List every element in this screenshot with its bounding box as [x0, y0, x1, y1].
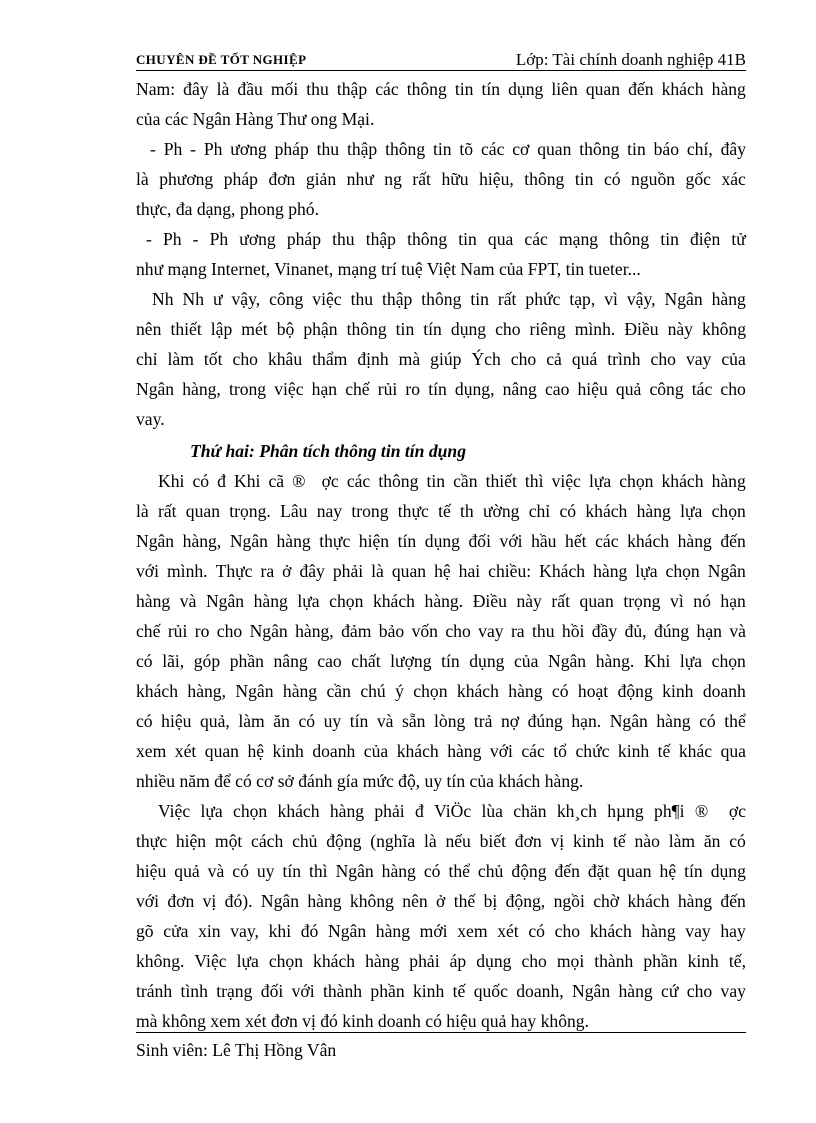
text-line: Việc lựa chọn khách hàng phải đ ViÖc lùa chän kh¸ch hµng ph¶i ® ợc	[158, 801, 746, 821]
text-line: Khi có đ Khi cã ® ợc các thông tin cần thiết thì việc lựa chọn khách hàng	[158, 471, 746, 491]
header-title: CHUYÊN ĐỀ TỐT NGHIỆP	[136, 52, 307, 67]
text-line: có lãi, góp phần nâng cao chất lượng tín dụng của Ngân hàng. Khi lựa chọn	[136, 651, 746, 671]
text-line: là rất quan trọng. Lâu nay trong thực tế th ường chỉ có khách hàng lựa chọn	[136, 501, 746, 521]
text-line: hàng và Ngân hàng lựa chọn khách hàng. Điều này rất quan trọng vì nó hạn	[136, 591, 746, 611]
text-line: chế rủi ro cho Ngân hàng, đảm bảo vốn cho vay ra thu hồi đầy đủ, đúng hạn và	[136, 621, 746, 641]
text-line: gõ cửa xin vay, khi đó Ngân hàng mới xem xét có cho khách hàng vay hay	[136, 921, 746, 941]
header-class: Lớp: Tài chính doanh nghiệp 41B	[515, 50, 746, 69]
text-line: tránh tình trạng đối với thành phần kinh tế quốc doanh, Ngân hàng cứ cho vay	[136, 981, 746, 1001]
text-line: là phương pháp đơn giản như ng rất hữu hiệu, thông tin có nguồn gốc xác	[136, 169, 746, 189]
text-line: chỉ làm tốt cho khâu thẩm định mà giúp Ých cho cả quá trình cho vay của	[136, 349, 746, 369]
text-line: khách hàng, Ngân hàng cần chú ý chọn khách hàng có hoạt động kinh doanh	[136, 681, 746, 701]
text-line: Nam: đây là đầu mối thu thập các thông tin tín dụng liên quan đến khách hàng	[136, 79, 746, 99]
text-line: - Ph - Ph ương pháp thu thập thông tin tõ các cơ quan thông tin báo chí, đây	[150, 139, 746, 159]
text-line: Nh Nh ư vậy, công việc thu thập thông tin rất phức tạp, vì vậy, Ngân hàng	[152, 289, 746, 309]
page-header	[136, 50, 746, 71]
footer-student: Sinh viên: Lê Thị Hồng Vân	[136, 1040, 337, 1060]
text-line: thực, đa dạng, phong phó.	[136, 199, 319, 219]
text-line: với đơn vị đó). Ngân hàng không nên ở thế bị động, ngồi chờ khách hàng đến	[136, 891, 746, 911]
text-line: với mình. Thực ra ở đây phải là quan hệ hai chiều: Khách hàng lựa chọn Ngân	[136, 561, 746, 581]
footer-divider	[136, 1032, 746, 1033]
text-line: xem xét quan hệ kinh doanh của khách hàng với các tổ chức kinh tế khác qua	[136, 741, 746, 761]
text-line: - Ph - Ph ương pháp thu thập thông tin qua các mạng thông tin điện tử	[146, 229, 746, 249]
text-line: Ngân hàng, trong việc hạn chế rủi ro tín dụng, nâng cao hiệu quả công tác cho	[136, 379, 746, 399]
text-line: không. Việc lựa chọn khách hàng phải áp dụng cho mọi thành phần kinh tế,	[136, 951, 746, 971]
text-line: hiệu quả và có uy tín thì Ngân hàng có thể chủ động đến đặt quan hệ tín dụng	[136, 861, 746, 881]
text-line: mà không xem xét đơn vị đó kinh doanh có hiệu quả hay không.	[136, 1011, 589, 1031]
text-line: thực hiện một cách chủ động (nghĩa là nếu biết đơn vị kinh tế nào làm ăn có	[136, 831, 746, 851]
text-line: của các Ngân Hàng Thư ong Mại.	[136, 109, 375, 129]
text-line: như mạng Internet, Vinanet, mạng trí tuệ Việt Nam của FPT, tin tueter...	[136, 259, 641, 279]
text-line: nhiều năm để có cơ sở đánh gía mức độ, uy tín của khách hàng.	[136, 771, 584, 791]
text-line: vay.	[136, 409, 165, 429]
text-line: có hiệu quả, làm ăn có uy tín và sẵn lòng trả nợ đúng hạn. Ngân hàng có thể	[136, 711, 746, 731]
text-line: nên thiết lập mét bộ phận thông tin tín dụng cho riêng mình. Điều này không	[136, 319, 746, 339]
section-heading: Thứ hai: Phân tích thông tin tín dụng	[190, 441, 467, 461]
text-line: Ngân hàng, Ngân hàng thực hiện tín dụng đối với hầu hết các khách hàng đến	[136, 531, 746, 551]
